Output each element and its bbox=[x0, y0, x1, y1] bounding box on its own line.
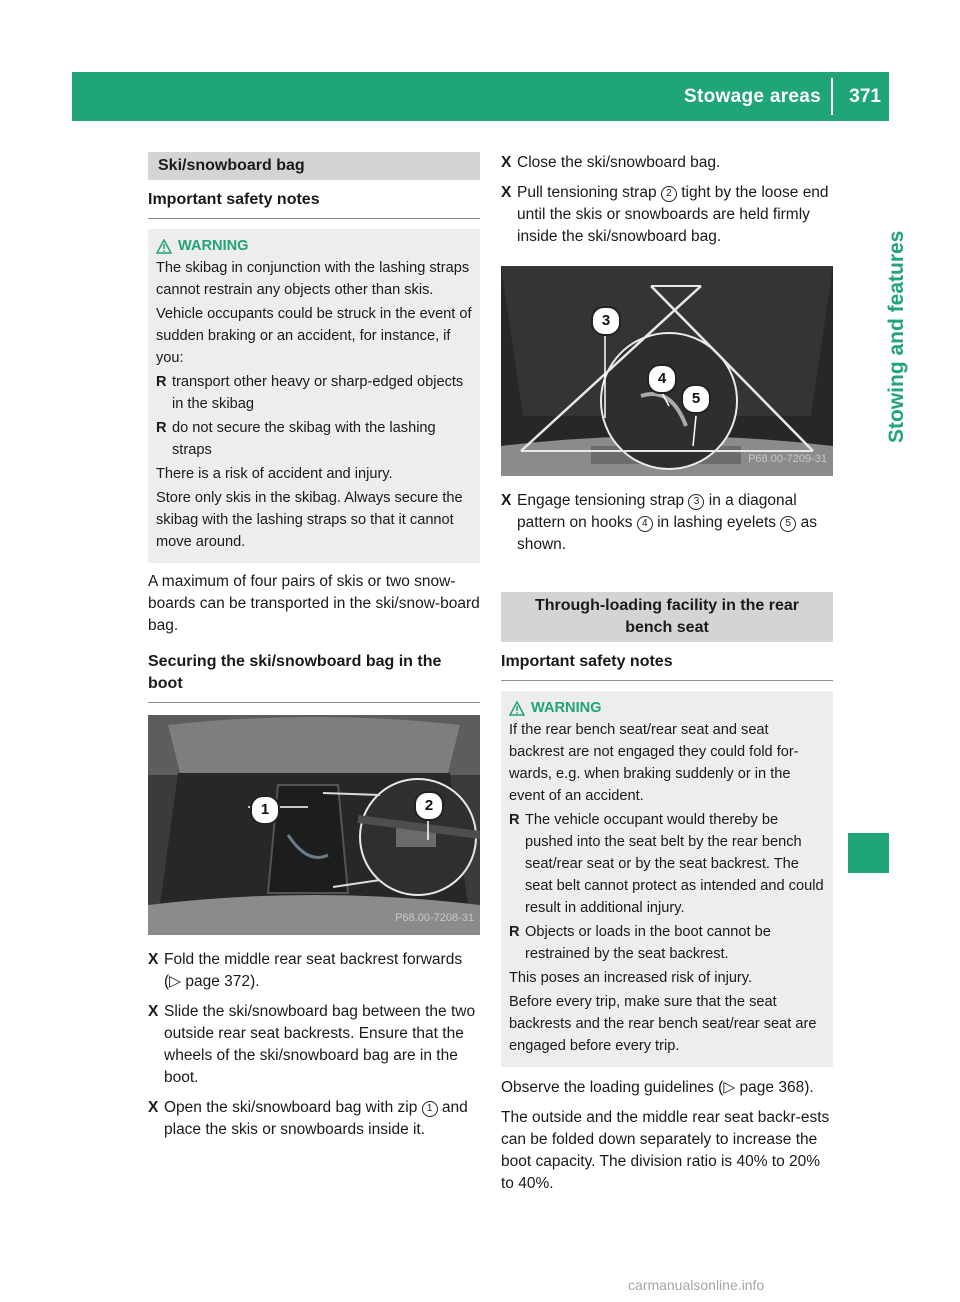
step-marker-icon: X bbox=[148, 1003, 159, 1020]
page-header bbox=[72, 72, 889, 121]
warning-label: WARNING bbox=[178, 238, 249, 254]
instruction-step: X Slide the ski/snowboard bag between the two outside rear seat backrests. Ensure that the wheels of the ski/snowboard bag are in the boot. bbox=[148, 1003, 476, 1086]
section-title-ski-bag: Ski/snowboard bag bbox=[148, 152, 480, 180]
ref-number: 5 bbox=[780, 516, 796, 532]
warning-bullet: R do not secure the skibag with the lashing straps bbox=[156, 420, 436, 458]
warning-text: There is a risk of accident and injury. bbox=[156, 466, 393, 482]
step-marker-icon: X bbox=[501, 154, 512, 171]
warning-text: The skibag in conjunction with the lashing straps cannot restrain any objects other than skis. bbox=[156, 260, 470, 298]
boot-illustration bbox=[148, 715, 480, 935]
securing-heading: Securing the ski/snowboard bag in the boot bbox=[148, 651, 480, 703]
callout-1: 1 bbox=[250, 795, 280, 825]
step-marker-icon: X bbox=[148, 951, 159, 968]
warning-triangle-icon bbox=[156, 239, 172, 254]
division-ratio-paragraph: The outside and the middle rear seat backr-ests can be folded down separately to increase the boot capacity. The division ratio is 40% to 20% to 40%. bbox=[501, 1109, 830, 1192]
section-title-through-loading: Through-loading facility in the rear bench seat bbox=[501, 592, 833, 642]
warning-bullet: R The vehicle occupant would thereby be pushed into the seat belt by the rear bench seat/rear seat or by the seat backrest. The seat belt cannot protect as intended and could result in additional injury. bbox=[509, 812, 824, 916]
callout-4: 4 bbox=[647, 364, 677, 394]
warning-bullet: R transport other heavy or sharp-edged objects in the skibag bbox=[156, 374, 464, 412]
boot-photo-lashing bbox=[501, 266, 833, 476]
warning-box bbox=[148, 229, 480, 563]
intro-paragraph: A maximum of four pairs of skis or two snow-boards can be transported in the ski/snow-board bag. bbox=[148, 573, 480, 634]
page-number: 371 bbox=[849, 86, 881, 107]
warning-text: Store only skis in the skibag. Always secure the skibag with the lashing straps so that it cannot move around. bbox=[156, 490, 463, 550]
boot-photo-ski-bag bbox=[148, 715, 480, 935]
warning-heading bbox=[509, 697, 825, 719]
step-marker-icon: X bbox=[501, 184, 512, 201]
callout-2: 2 bbox=[414, 791, 444, 821]
loading-guidelines-paragraph: Observe the loading guidelines (▷ page 368). bbox=[501, 1079, 814, 1096]
warning-bullet: R Objects or loads in the boot cannot be restrained by the seat backrest. bbox=[509, 924, 771, 962]
ref-number: 1 bbox=[422, 1101, 438, 1117]
footer-watermark: carmanualsonline.info bbox=[628, 1277, 765, 1293]
chapter-side-tab bbox=[848, 121, 908, 823]
instruction-step: X Close the ski/snowboard bag. bbox=[501, 152, 833, 174]
callout-5: 5 bbox=[681, 384, 711, 414]
ref-number: 4 bbox=[637, 516, 653, 532]
chapter-marker-block bbox=[848, 833, 889, 873]
instruction-step: X Pull tensioning strap 2 tight by the loose end until the skis or snowboards are held firmly inside the ski/snowboard bag. bbox=[501, 184, 829, 245]
step-marker-icon: X bbox=[501, 492, 512, 509]
header-divider bbox=[831, 78, 833, 115]
instruction-step: X Fold the middle rear seat backrest forwards (▷ page 372). bbox=[148, 951, 463, 990]
chapter-label: Stowing and features bbox=[885, 230, 908, 443]
instruction-step: X Open the ski/snowboard bag with zip 1 and place the skis or snowboards inside it. bbox=[148, 1099, 468, 1138]
safety-notes-heading: Important safety notes bbox=[501, 651, 833, 681]
step-marker-icon: X bbox=[148, 1099, 159, 1116]
safety-notes-heading: Important safety notes bbox=[148, 189, 480, 219]
callout-3: 3 bbox=[591, 306, 621, 336]
warning-heading bbox=[156, 235, 472, 257]
ref-number: 2 bbox=[661, 186, 677, 202]
ref-number: 3 bbox=[688, 494, 704, 510]
figure-code: P68.00-7209-31 bbox=[748, 453, 827, 465]
instruction-step: X Engage tensioning strap 3 in a diagonal pattern on hooks 4 in lashing eyelets 5 as shown. bbox=[501, 492, 817, 553]
header-title: Stowage areas bbox=[684, 86, 821, 107]
warning-text: This poses an increased risk of injury. bbox=[509, 970, 753, 986]
right-column bbox=[501, 152, 833, 1195]
page-ref-link[interactable]: ▷ page 368 bbox=[723, 1079, 805, 1096]
warning-label: WARNING bbox=[531, 700, 602, 716]
warning-triangle-icon bbox=[509, 701, 525, 716]
warning-text: If the rear bench seat/rear seat and seat backrest are not engaged they could fold for-wards, e.g. when braking suddenly or in the event of an accident. bbox=[509, 722, 799, 804]
warning-box bbox=[501, 691, 833, 1067]
figure-code: P68.00-7208-31 bbox=[395, 912, 474, 924]
left-column bbox=[148, 152, 480, 1141]
warning-text: Before every trip, make sure that the seat backrests and the rear bench seat/rear seat are engaged before every trip. bbox=[509, 994, 817, 1054]
warning-text: Vehicle occupants could be struck in the event of sudden braking or an accident, for instance, if you: bbox=[156, 306, 472, 366]
page-ref-link[interactable]: ▷ page 372 bbox=[169, 973, 251, 990]
